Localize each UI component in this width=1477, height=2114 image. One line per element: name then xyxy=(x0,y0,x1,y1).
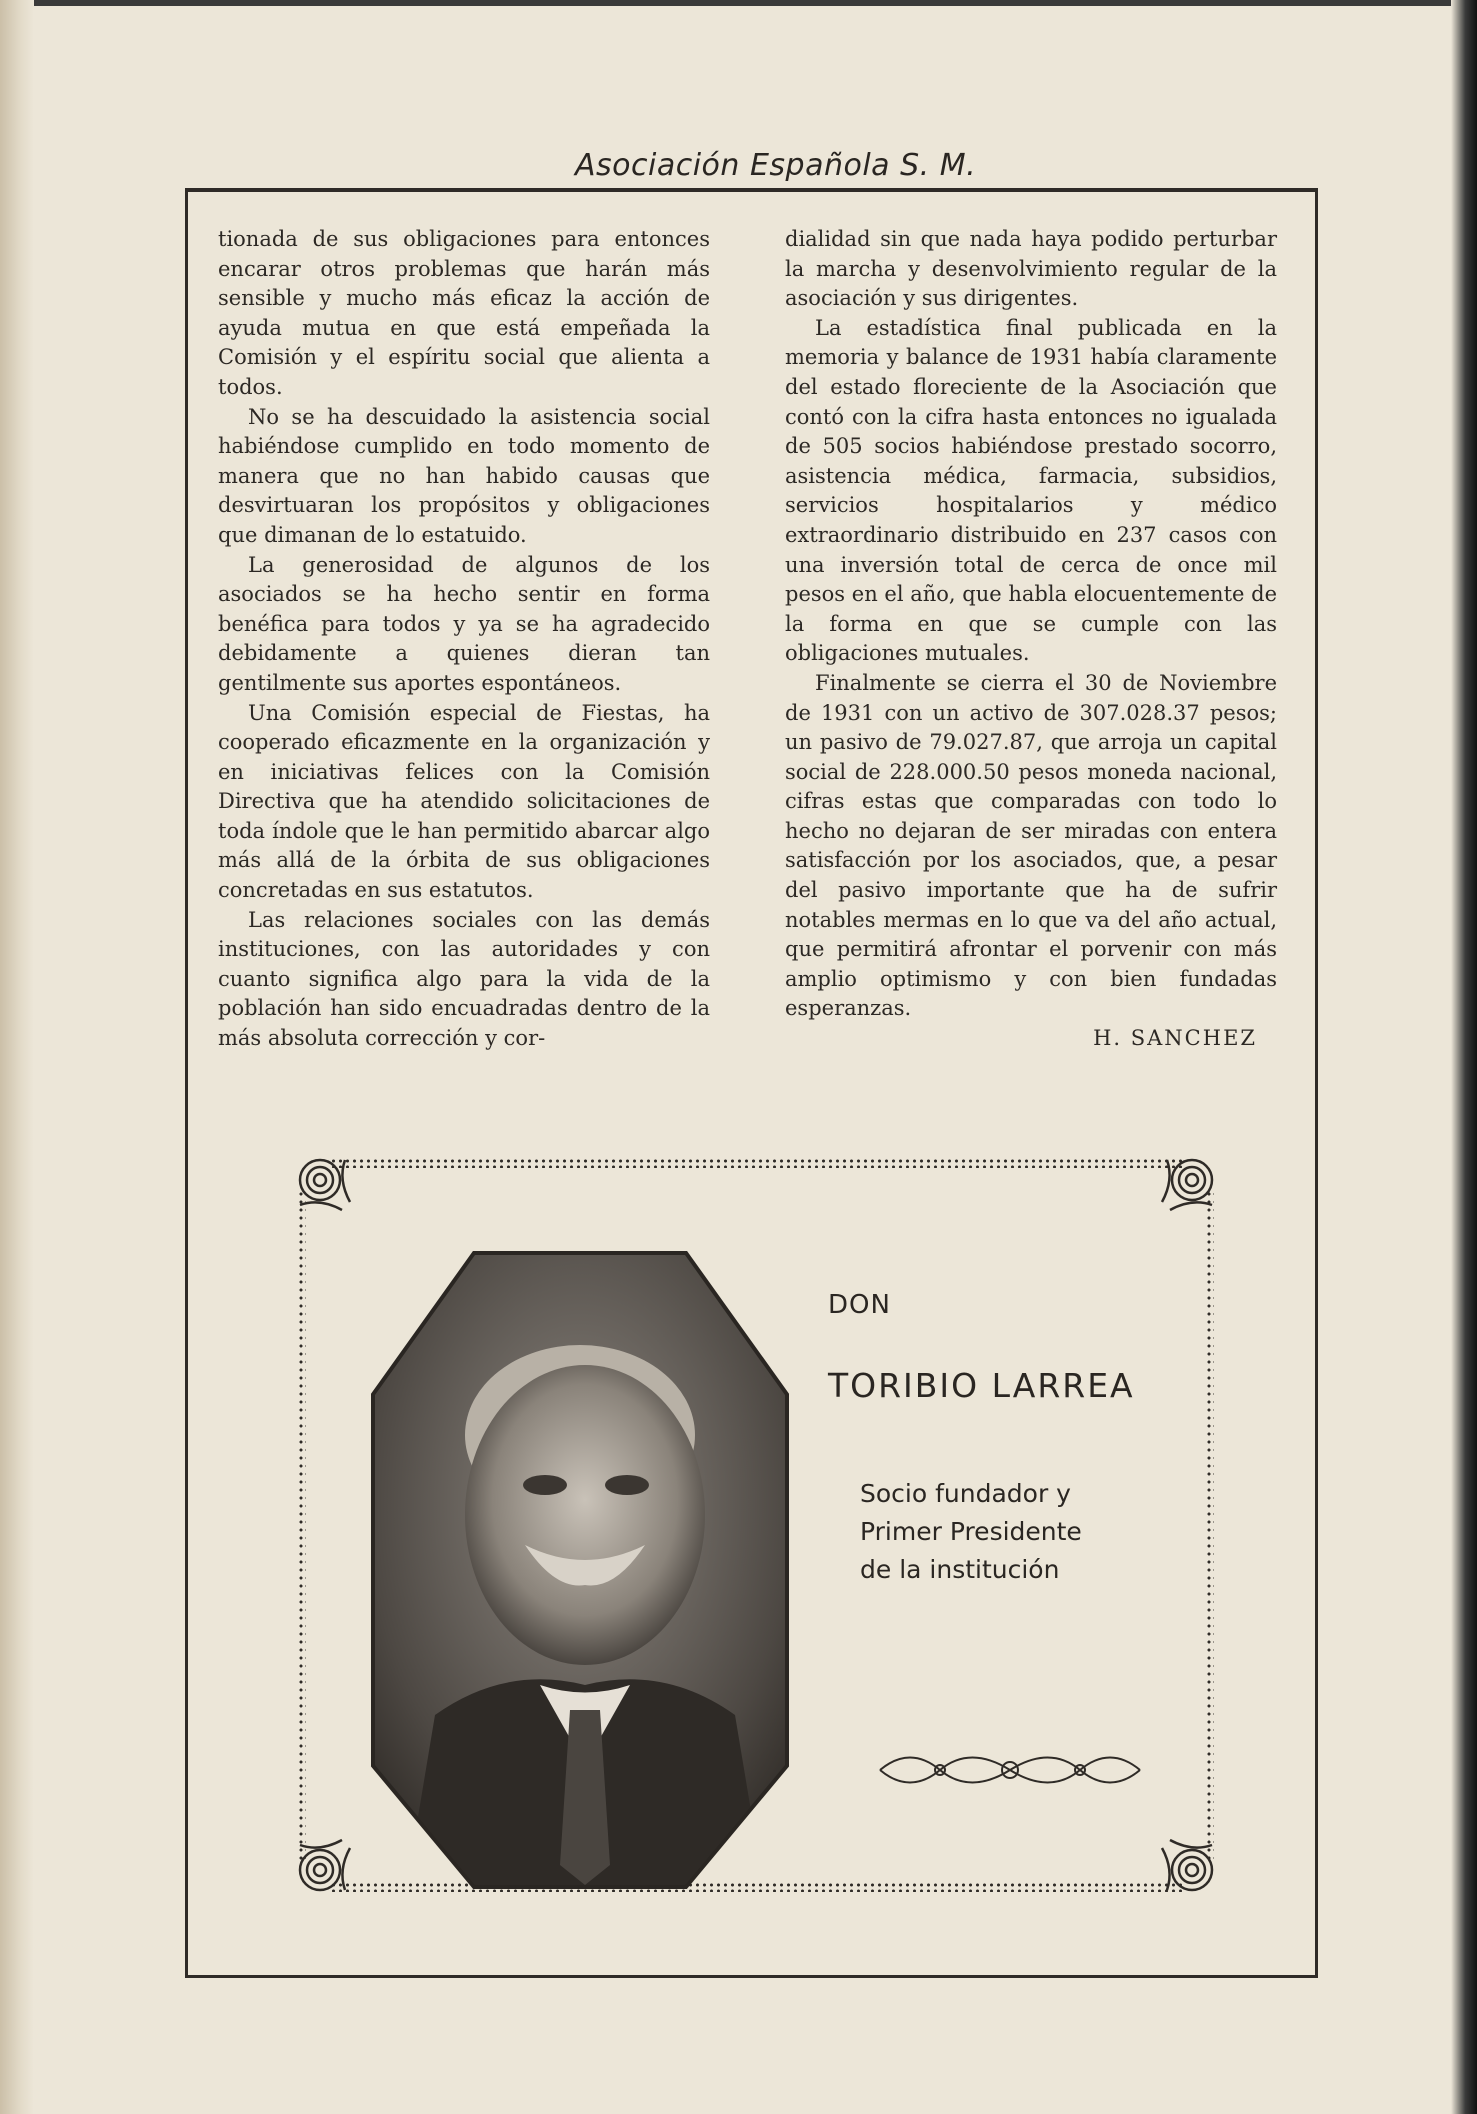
caption-line: Socio fundador y xyxy=(860,1479,1071,1508)
running-header: Asociación Española S. M. xyxy=(575,148,977,183)
header-rule xyxy=(185,188,1318,192)
scroll-ornament-icon xyxy=(290,1830,360,1900)
caption-name: TORIBIO LARREA xyxy=(828,1366,1135,1405)
article-right-column xyxy=(785,225,1277,1054)
dotted-border-left xyxy=(298,1190,306,1860)
caption-line: de la institución xyxy=(860,1555,1060,1584)
decorative-ornament-icon xyxy=(870,1740,1150,1800)
paragraph: tionada de sus obligaciones para entonces encarar otros problemas que harán más sensible y mucho más eficaz la acción de ayuda mutua en que está empeñada la Comisión y el espíritu social que alienta a todos. xyxy=(218,227,710,399)
paragraph: La generosidad de algunos de los asociados se ha hecho sentir en forma benéfica para todos y ya se ha agradecido debidamente a quienes dieran tan gentilmente sus aportes espontáneos. xyxy=(218,552,710,695)
page-binding-edge xyxy=(0,0,34,2114)
paragraph: Finalmente se cierra el 30 de Noviembre de 1931 con un activo de 307.028.37 pesos; un pasivo de 79.027.87, que arroja un capital social de 228.000.50 pesos moneda nacional, cifras estas que comparadas con todo lo hecho no dejaran de ser miradas con entera satisfacción por los asociados, que, a pesar del pasivo importante que ha de sufrir notables mermas en lo que va del año actual, que permitirá afrontar el porvenir con más amplio optimismo y con bien fundadas esperanzas. xyxy=(785,670,1277,1021)
paragraph: No se ha descuidado la asistencia social habiéndose cumplido en todo momento de manera que no han habido causas que desvirtuaran los propósitos y obligaciones que dimanan de lo estatuido. xyxy=(218,404,710,547)
scroll-ornament-icon xyxy=(1152,1150,1222,1220)
page-top-edge xyxy=(0,0,1477,6)
paragraph: La estadística final publicada en la memoria y balance de 1931 había claramente del estado floreciente de la Asociación que contó con la cifra hasta entonces no igualada de 505 socios habiéndose prestado socorro, asistencia médica, farmacia, subsidios, servicios hospitalarios y médico extraordinario distribuido en 237 casos con una inversión total de cerca de once mil pesos en el año, que habla elocuentemente de la forma en que se cumple con las obligaciones mutuales. xyxy=(785,315,1277,666)
caption-description xyxy=(828,1475,1208,1589)
paragraph: Una Comisión especial de Fiestas, ha cooperado eficazmente en la organización y en iniciativas felices con la Comisión Directiva que ha atendido solicitaciones de toda índole que le han permitido abarcar algo más allá de la órbita de sus obligaciones concretadas en sus estatutos. xyxy=(218,700,710,903)
paragraph: Las relaciones sociales con las demás instituciones, con las autoridades y con cuanto significa algo para la vida de la población han sido encuadradas dentro de la más absoluta corrección y cor- xyxy=(218,907,710,1051)
dotted-border-top xyxy=(330,1158,1182,1168)
portrait-photo xyxy=(365,1245,795,1895)
scroll-ornament-icon xyxy=(290,1150,360,1220)
caption-line: Primer Presidente xyxy=(860,1517,1082,1546)
author-signature: H. SANCHEZ xyxy=(1093,1026,1257,1051)
portrait-plate xyxy=(290,1150,1222,1900)
page-right-edge xyxy=(1451,0,1477,2114)
scroll-ornament-icon xyxy=(1152,1830,1222,1900)
paragraph: dialidad sin que nada haya podido perturbar la marcha y desenvolvimiento regular de la asociación y sus dirigentes. xyxy=(785,227,1277,311)
article-left-column xyxy=(218,225,710,1054)
portrait-caption xyxy=(828,1290,1208,1589)
caption-title: DON xyxy=(828,1290,891,1320)
